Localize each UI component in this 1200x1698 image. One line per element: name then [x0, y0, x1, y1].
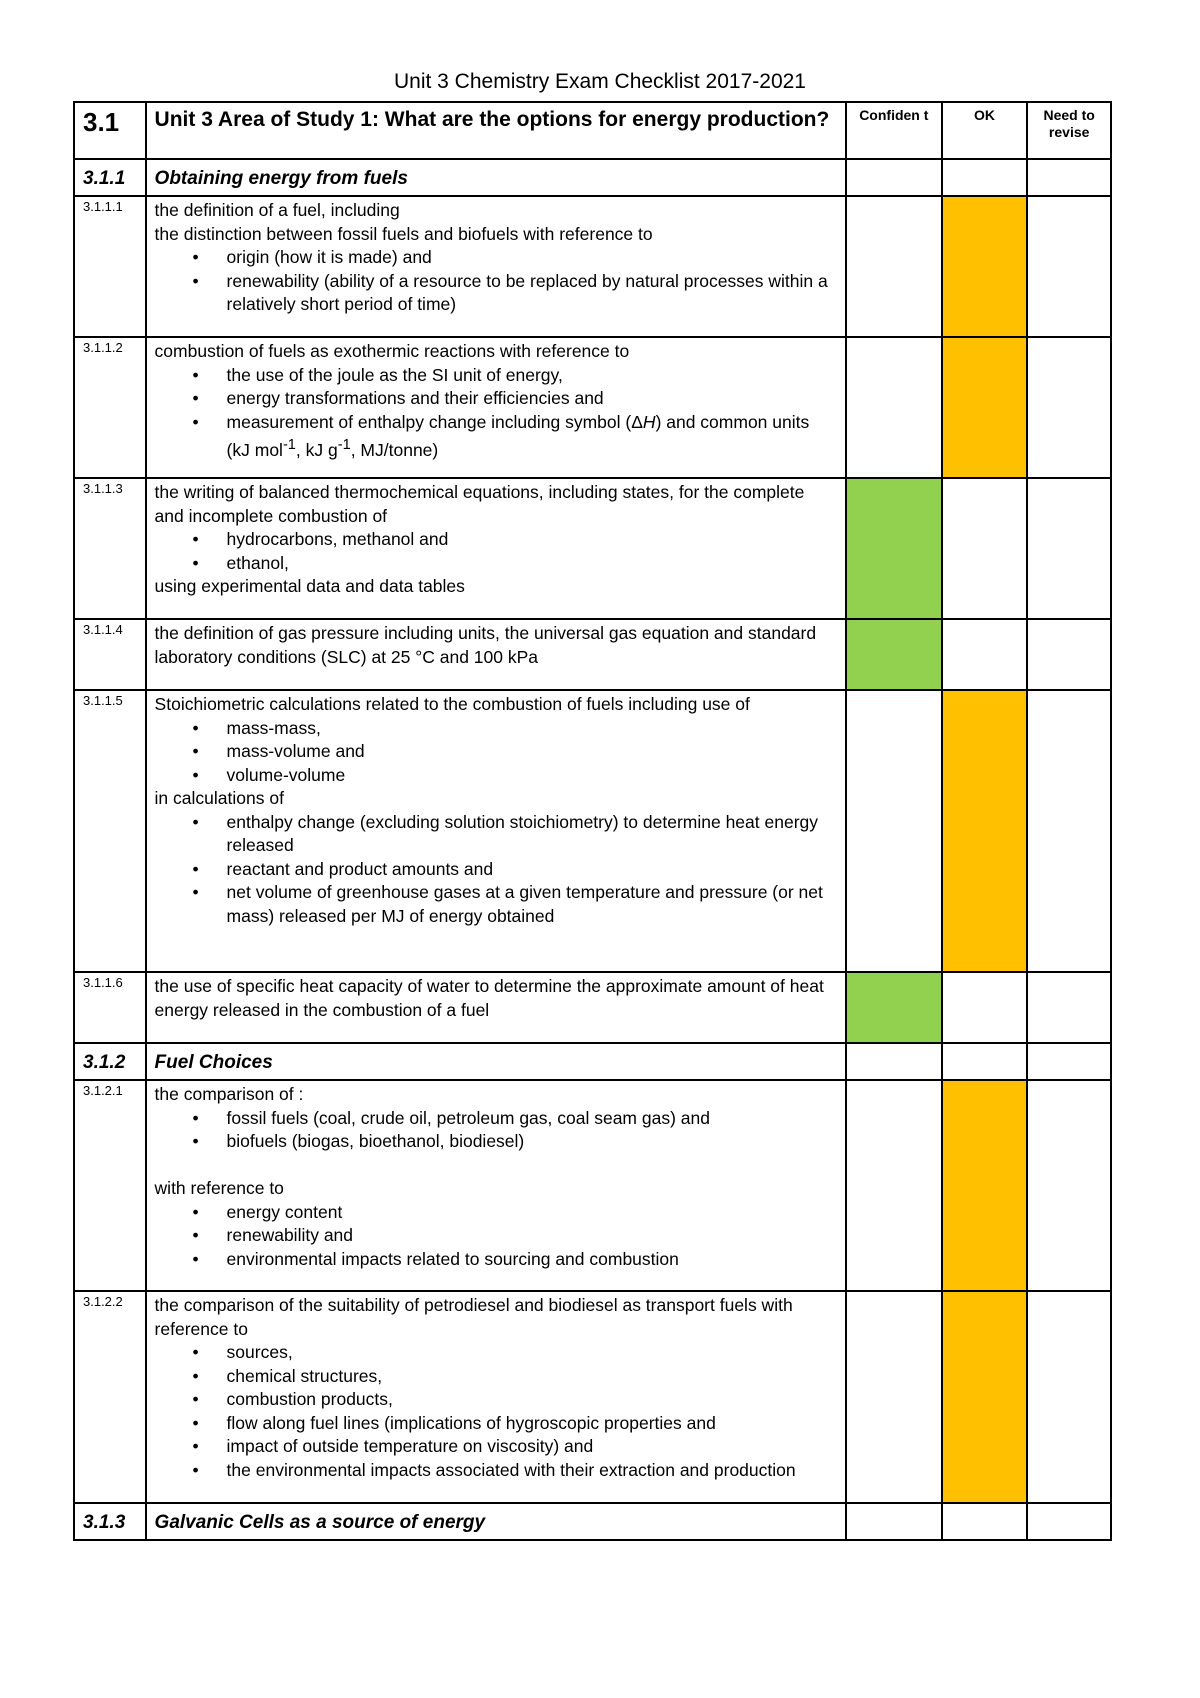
row-description — [146, 690, 846, 972]
bullet-icon: • — [192, 411, 199, 432]
bullet-icon: • — [192, 717, 199, 738]
ok-cell[interactable] — [942, 478, 1028, 619]
checklist-row — [74, 619, 1111, 690]
ok-cell[interactable] — [942, 690, 1028, 972]
confident-cell[interactable] — [846, 478, 942, 619]
row-description — [146, 196, 846, 337]
row-id: 3.1.1.2 — [74, 337, 146, 478]
confident-cell[interactable] — [846, 1291, 942, 1503]
table-header-row — [74, 102, 1111, 159]
confident-cell[interactable] — [846, 159, 942, 196]
row-description — [146, 1291, 846, 1503]
confident-cell[interactable] — [846, 1043, 942, 1080]
document-title: Unit 3 Chemistry Exam Checklist 2017-2021 — [393, 70, 806, 93]
bullet-icon: • — [192, 1436, 199, 1456]
section-title: Galvanic Cells as a source of energy — [146, 1503, 846, 1540]
bullet-icon: • — [192, 741, 199, 761]
bullet-icon: • — [192, 764, 199, 785]
section-title: Fuel Choices — [146, 1043, 846, 1080]
confident-cell[interactable] — [846, 1080, 942, 1291]
bullet-item: • origin (how it is made) and — [227, 246, 837, 270]
bullet-icon: • — [192, 1389, 199, 1409]
section-id: 3.1.2 — [74, 1043, 146, 1080]
need-to-revise-cell[interactable] — [1027, 1291, 1111, 1503]
row-line: combustion of fuels as exothermic reactions with reference to — [154, 341, 630, 361]
bullet-icon: • — [192, 552, 199, 573]
checklist-row — [74, 196, 1111, 337]
column-confident-header: Confiden t — [846, 102, 942, 159]
bullet-icon: • — [192, 1131, 199, 1151]
row-description — [146, 337, 846, 478]
bullet-item: • hydrocarbons, methanol and — [227, 528, 837, 552]
row-line: the comparison of the suitability of petrodiesel and biodiesel as transport fuels with reference to — [154, 1295, 793, 1339]
confident-cell[interactable] — [846, 1503, 942, 1540]
section-row — [74, 159, 1111, 196]
bullet-item: • enthalpy change (excluding solution stoichiometry) to determine heat energy released — [192, 811, 819, 855]
bullet-icon: • — [192, 364, 199, 385]
ok-cell[interactable] — [942, 196, 1028, 337]
bullet-item: • measurement of enthalpy change including symbol (ΔH) and common units (kJ mol$^{-1}$, kJ $g^{-1}$, MJ/tonne) — [192, 411, 810, 460]
ok-cell[interactable] — [942, 1043, 1028, 1080]
bullet-icon: • — [192, 1459, 199, 1480]
row-line: the definition of a fuel, including — [154, 200, 400, 220]
bullet-item: • volume-volume — [227, 764, 837, 788]
bullet-item: • energy content — [227, 1201, 837, 1225]
row-description — [146, 1080, 846, 1291]
checklist-row — [74, 1291, 1111, 1503]
ok-cell[interactable] — [942, 337, 1028, 478]
row-id: 3.1.1.5 — [74, 690, 146, 972]
checklist-row — [74, 1080, 1111, 1291]
section-row — [74, 1503, 1111, 1540]
confident-cell[interactable] — [846, 972, 942, 1043]
checklist-row — [74, 337, 1111, 478]
bullet-icon: • — [192, 1365, 199, 1386]
bullet-item: • energy transformations and their efficiencies and — [227, 387, 837, 411]
enthalpy-symbol: H — [642, 411, 656, 432]
need-to-revise-cell[interactable] — [1027, 1080, 1111, 1291]
bullet-item: • ethanol, — [227, 552, 837, 576]
bullet-item: • renewability and — [227, 1224, 837, 1248]
bullet-item: • the use of the joule as the SI unit of energy, — [227, 364, 837, 388]
ok-cell[interactable] — [942, 1503, 1028, 1540]
ok-cell[interactable] — [942, 159, 1028, 196]
need-to-revise-cell[interactable] — [1027, 478, 1111, 619]
bullet-icon: • — [192, 529, 199, 549]
bullet-icon: • — [192, 1107, 199, 1128]
checklist-table — [73, 101, 1112, 1541]
row-id: 3.1.1.3 — [74, 478, 146, 619]
section-id: 3.1.3 — [74, 1503, 146, 1540]
column-need-to-revise-header: Need to revise — [1027, 102, 1111, 159]
need-to-revise-cell[interactable] — [1027, 159, 1111, 196]
bullet-item: • sources, — [227, 1341, 837, 1365]
bullet-item: • biofuels (biogas, bioethanol, biodiesel) — [227, 1130, 837, 1154]
row-line: Stoichiometric calculations related to the combustion of fuels including use of — [154, 694, 750, 714]
checklist-row — [74, 972, 1111, 1043]
checklist-row — [74, 478, 1111, 619]
bullet-icon: • — [192, 1342, 199, 1362]
section-id: 3.1.1 — [74, 159, 146, 196]
bullet-item: • chemical structures, — [227, 1365, 837, 1389]
row-line: with reference to — [154, 1178, 284, 1198]
ok-cell[interactable] — [942, 1080, 1028, 1291]
need-to-revise-cell[interactable] — [1027, 196, 1111, 337]
row-line: the comparison of : — [154, 1084, 304, 1104]
bullet-icon: • — [192, 388, 199, 408]
row-line: using experimental data and data tables — [154, 576, 465, 596]
bullet-item: • net volume of greenhouse gases at a given temperature and pressure (or net mass) released per MJ of energy obtained — [192, 882, 823, 926]
need-to-revise-cell[interactable] — [1027, 972, 1111, 1043]
bullet-item: • combustion products, — [227, 1388, 837, 1412]
bullet-icon: • — [192, 270, 199, 291]
bullet-item: • mass-mass, — [227, 717, 837, 741]
unit-id: 3.1 — [74, 102, 146, 159]
bullet-icon: • — [192, 1201, 199, 1222]
section-row — [74, 1043, 1111, 1080]
bullet-icon: • — [192, 1225, 199, 1245]
row-line: in calculations of — [154, 788, 284, 808]
need-to-revise-cell[interactable] — [1027, 690, 1111, 972]
superscript: -1 — [337, 437, 351, 453]
checklist-row — [74, 690, 1111, 972]
bullet-item: • fossil fuels (coal, crude oil, petroleum gas, coal seam gas) and — [227, 1107, 837, 1131]
row-line: the writing of balanced thermochemical equations, including states, for the complete and incomplete combustion of — [154, 482, 805, 526]
row-id: 3.1.1.4 — [74, 619, 146, 690]
row-description — [146, 478, 846, 619]
superscript: -1 — [282, 437, 296, 453]
need-to-revise-cell[interactable] — [1027, 337, 1111, 478]
ok-cell[interactable] — [942, 972, 1028, 1043]
bullet-item: • environmental impacts related to sourcing and combustion — [227, 1248, 837, 1272]
confident-cell[interactable] — [846, 619, 942, 690]
bullet-icon: • — [192, 858, 199, 879]
bullet-item: • impact of outside temperature on viscosity) and — [227, 1435, 837, 1459]
bullet-icon: • — [192, 1248, 199, 1269]
row-id: 3.1.1.6 — [74, 972, 146, 1043]
bullet-item: • reactant and product amounts and — [227, 858, 837, 882]
confident-cell[interactable] — [846, 196, 942, 337]
row-id: 3.1.1.1 — [74, 196, 146, 337]
unit-title: Unit 3 Area of Study 1: What are the options for energy production? — [146, 102, 846, 159]
row-id: 3.1.2.1 — [74, 1080, 146, 1291]
ok-cell[interactable] — [942, 619, 1028, 690]
bullet-icon: • — [192, 247, 199, 267]
bullet-icon: • — [192, 811, 199, 832]
row-line: the distinction between fossil fuels and biofuels with reference to — [154, 223, 653, 244]
need-to-revise-cell[interactable] — [1027, 1043, 1111, 1080]
row-description: the use of specific heat capacity of water to determine the approximate amount of heat energy released in the combustion of a fuel — [146, 972, 846, 1043]
row-id: 3.1.2.2 — [74, 1291, 146, 1503]
need-to-revise-cell[interactable] — [1027, 1503, 1111, 1540]
confident-cell[interactable] — [846, 337, 942, 478]
confident-cell[interactable] — [846, 690, 942, 972]
need-to-revise-cell[interactable] — [1027, 619, 1111, 690]
bullet-icon: • — [192, 882, 199, 902]
bullet-item: • flow along fuel lines (implications of hygroscopic properties and — [227, 1412, 837, 1436]
bullet-item: • mass-volume and — [227, 740, 837, 764]
ok-cell[interactable] — [942, 1291, 1028, 1503]
bullet-item: • renewability (ability of a resource to be replaced by natural processes within a relatively short period of time) — [192, 270, 828, 314]
section-title: Obtaining energy from fuels — [146, 159, 846, 196]
column-ok-header: OK — [942, 102, 1028, 159]
bullet-item: • the environmental impacts associated with their extraction and production — [227, 1459, 837, 1483]
bullet-icon: • — [192, 1412, 199, 1433]
row-description: the definition of gas pressure including units, the universal gas equation and standard laboratory conditions (SLC) at 25 °C and 100 kPa — [146, 619, 846, 690]
